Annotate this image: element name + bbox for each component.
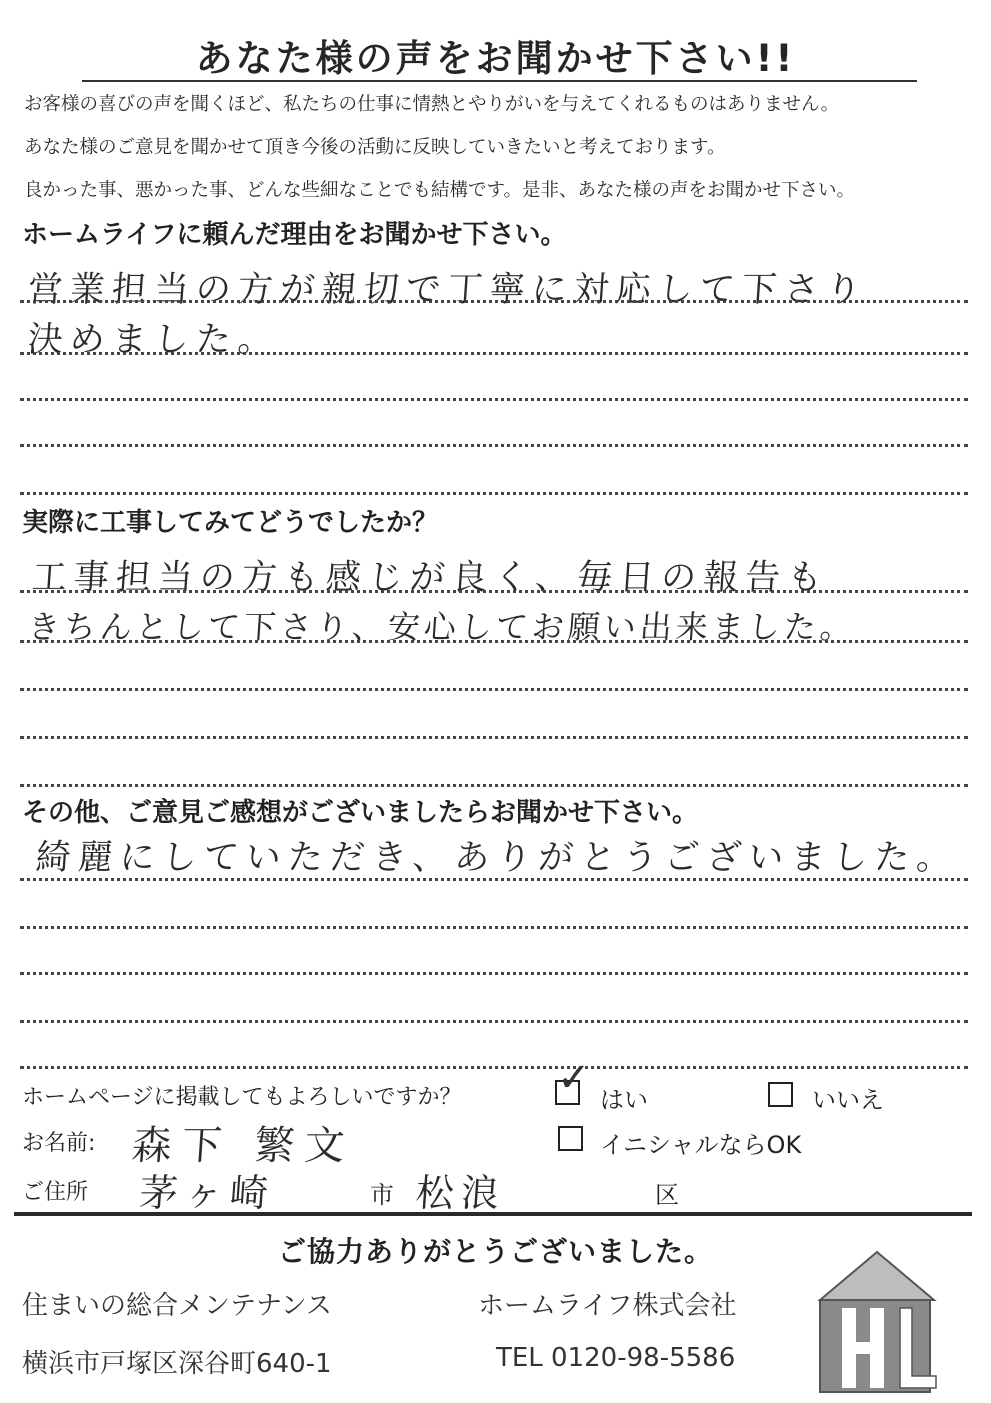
thanks-message: ご協力ありがとうございました。 <box>277 1235 713 1268</box>
consent-initials-checkbox[interactable] <box>558 1126 583 1151</box>
address-ward-suffix: 区 <box>655 1181 679 1209</box>
title-underline <box>82 80 917 82</box>
answer-rule <box>20 492 968 495</box>
answer-reason-line-1: 営業担当の方が親切で丁寧に対応して下さり <box>26 270 870 310</box>
footer-address: 横浜市戸塚区深谷町640-1 <box>22 1349 332 1379</box>
house-hl-logo-icon <box>812 1248 942 1398</box>
answer-rule <box>20 1020 968 1023</box>
consent-yes-label: はい <box>600 1086 648 1114</box>
address-city-suffix: 市 <box>370 1181 394 1209</box>
intro-line-3: 良かった事、悪かった事、どんな些細なことでも結構です。是非、あなた様の声をお聞かせ下さい。 <box>24 180 856 201</box>
name-value: 森下 繁文 <box>130 1123 357 1169</box>
answer-reason-line-2: 決めました。 <box>26 320 282 360</box>
footer-tel: TEL 0120-98-5586 <box>496 1343 736 1373</box>
answer-rule <box>20 736 968 739</box>
question-experience-label: 実際に工事してみてどうでしたか？ <box>22 508 439 538</box>
address-label: ご住所 <box>22 1180 89 1205</box>
answer-rule <box>20 590 968 593</box>
question-reason-label: ホームライフに頼んだ理由をお聞かせ下さい。 <box>22 220 567 250</box>
page-title: あなた様の声をお聞かせ下さい!! <box>195 37 796 80</box>
answer-rule <box>20 926 968 929</box>
answer-rule <box>20 352 968 355</box>
intro-line-1: お客様の喜びの声を聞くほど、私たちの仕事に情熱とやりがいを与えてくれるものはありません。 <box>24 94 840 115</box>
consent-initials-label: イニシャルならOK <box>600 1131 802 1159</box>
address-ward-value: 松浪 <box>414 1171 508 1215</box>
consent-no-label: いいえ <box>812 1086 884 1114</box>
checkmark-icon: ✓ <box>557 1055 591 1101</box>
answer-rule <box>20 1066 968 1069</box>
answer-rule <box>20 972 968 975</box>
answer-rule <box>20 444 968 447</box>
footer-divider <box>14 1212 972 1216</box>
answer-experience-line-1: 工事担当の方も感じが良く、毎日の報告も <box>30 558 831 598</box>
answer-rule <box>20 300 968 303</box>
consent-question: ホームページに掲載してもよろしいですか？ <box>22 1085 462 1110</box>
name-label: お名前: <box>22 1131 96 1156</box>
footer-company: ホームライフ株式会社 <box>478 1291 737 1321</box>
answer-rule <box>20 878 968 881</box>
intro-line-2: あなた様のご意見を聞かせて頂き今後の活動に反映していきたいと考えております。 <box>24 137 726 158</box>
answer-rule <box>20 784 968 787</box>
question-comments-label: その他、ご意見ご感想がございましたらお聞かせ下さい。 <box>22 798 699 828</box>
answer-rule <box>20 398 968 401</box>
consent-no-checkbox[interactable] <box>768 1082 793 1107</box>
address-city-value: 茅ヶ崎 <box>138 1171 277 1215</box>
answer-experience-line-2: きちんとして下さり、安心してお願い出来ました。 <box>26 608 858 646</box>
footer-tagline: 住まいの総合メンテナンス <box>22 1291 332 1321</box>
answer-comments-line-1: 綺麗にしていただき、ありがとうございました。 <box>34 838 960 878</box>
answer-rule <box>20 688 968 691</box>
answer-rule <box>20 640 968 643</box>
